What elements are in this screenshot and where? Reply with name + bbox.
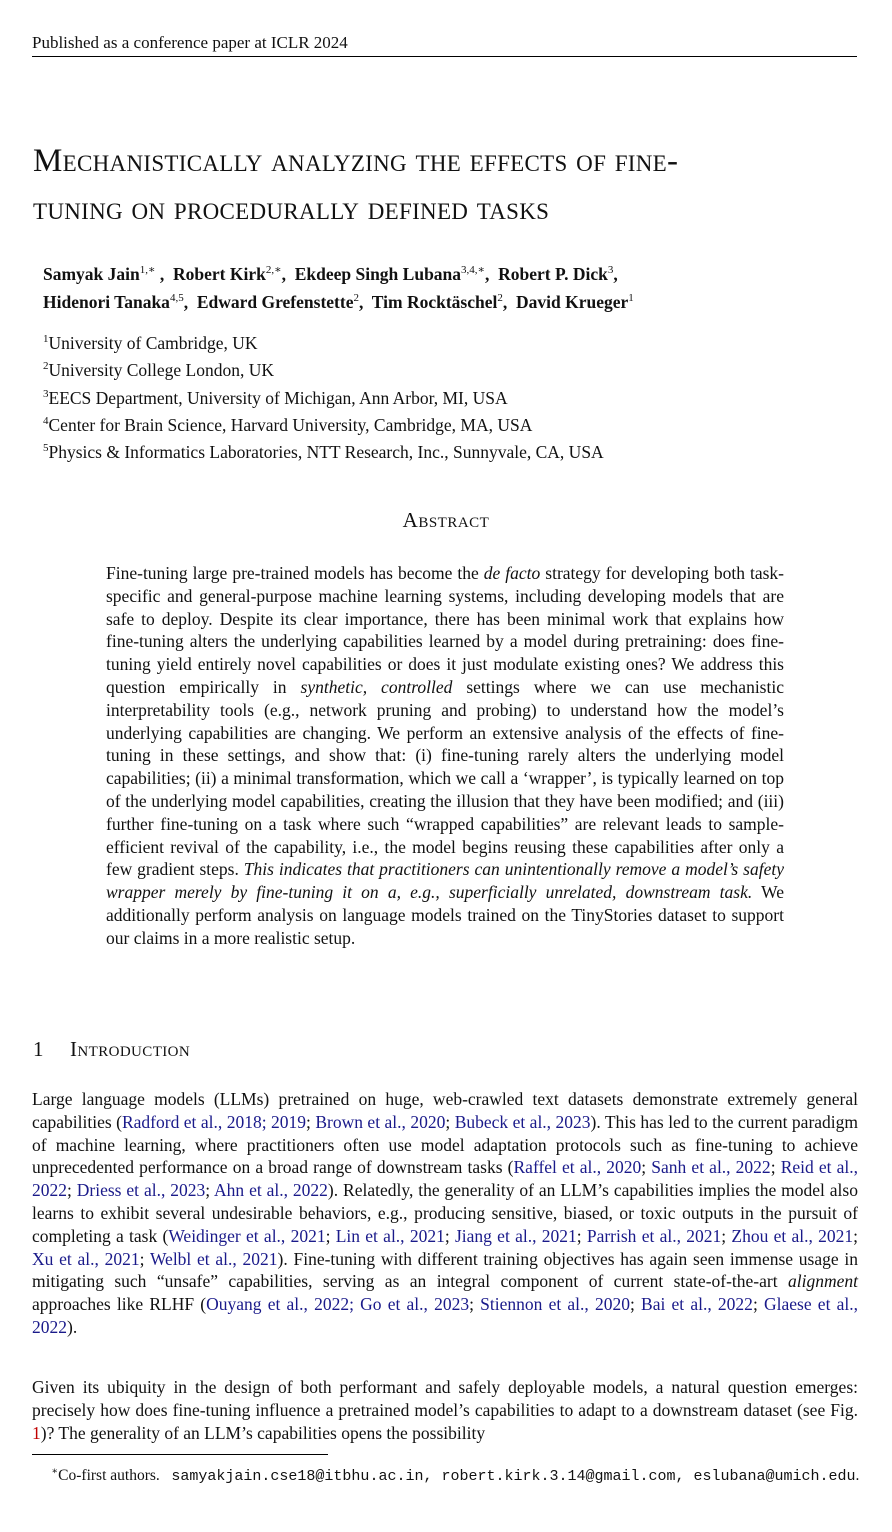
author: David Krueger$^1$: [515, 291, 634, 312]
intro-paragraph-1: Large language models (LLMs) pretrained on huge, web-crawled text datasets demonstrate extremely general capabilities (Radford et al., 2018; 2019; Brown et al., 2020; Bubeck et al., 2023). This has led to the current paradigm of machine learning, where practitioners often use model adaptation protocols such as fine-tuning to achieve unprecedented performance on a broad range of downstream tasks (Raffel et al., 2020; Sanh et al., 2022; Reid et al., 2022; Driess et al., 2023; Ahn et al., 2022). Relatedly, the generality of an LLM’s capabilities implies the model also learns to exhibit several undesirable behaviors, e.g., producing sensitive, biased, or toxic outputs in the pursuit of completing a task (Weidinger et al., 2021; Lin et al., 2021; Jiang et al., 2021; Parrish et al., 2021; Zhou et al., 2021; Xu et al., 2021; Welbl et al., 2021). Fine-tuning with different training objectives has again seen immense usage in mitigating such “unsafe” capabilities, serving as an integral component of current state-of-the-art alignment approaches like RLHF (Ouyang et al., 2022; Go et al., 2023; Stiennon et al., 2020; Bai et al., 2022; Glaese et al., 2022).: [32, 1089, 859, 1337]
citation-link[interactable]: Jiang et al., 2021: [454, 1225, 577, 1246]
title-line-2: tuning on procedurally defined tasks: [33, 191, 550, 227]
email-addresses: samyakjain.cse18@itbhu.ac.in, robert.kirk.3.14@gmail.com, eslubana@umich.edu: [171, 1468, 856, 1486]
citation-link[interactable]: Weidinger et al., 2021: [168, 1225, 326, 1246]
affiliation: $^1$University of Cambridge, UK: [43, 332, 258, 353]
affiliation-list: [43, 328, 863, 465]
citation-link[interactable]: Welbl et al., 2021: [149, 1248, 278, 1269]
affiliation: $^4$Center for Brain Science, Harvard University, Cambridge, MA, USA: [43, 414, 533, 435]
author: Robert Kirk$^{2,∗}$: [173, 263, 282, 284]
citation-link[interactable]: Zhou et al., 2021: [731, 1225, 854, 1246]
citation-link[interactable]: Driess et al., 2023: [76, 1180, 206, 1201]
section-title: Introduction: [70, 1037, 191, 1061]
citation-link[interactable]: Reid et al., 2022: [32, 1157, 858, 1201]
citation-link[interactable]: Xu et al., 2021: [32, 1248, 140, 1269]
citation-link[interactable]: Raffel et al., 2020: [513, 1157, 642, 1178]
footnote-rule: [32, 1454, 328, 1455]
citation-link[interactable]: Ouyang et al., 2022; Go et al., 2023: [206, 1294, 470, 1315]
citation-link[interactable]: Bai et al., 2022: [641, 1294, 753, 1315]
section-number: 1: [33, 1037, 44, 1061]
citation-link[interactable]: Lin et al., 2021: [335, 1225, 445, 1246]
citation-link[interactable]: Sanh et al., 2022: [651, 1157, 771, 1178]
affiliation: $^2$University College London, UK: [43, 360, 275, 381]
abstract-heading: Abstract: [402, 508, 490, 532]
citation-link[interactable]: Parrish et al., 2021: [586, 1225, 722, 1246]
author: Samyak Jain$^{1,∗}$: [43, 263, 156, 284]
author: Edward Grefenstette$^2$: [196, 291, 359, 312]
citation-link[interactable]: Brown et al., 2020: [315, 1111, 446, 1132]
author: Robert P. Dick$^3$: [498, 263, 614, 284]
affiliation: $^5$Physics & Informatics Laboratories, NTT Research, Inc., Sunnyvale, CA, USA: [43, 442, 604, 463]
citation-link[interactable]: Glaese et al., 2022: [32, 1294, 859, 1337]
citation-link[interactable]: Radford et al., 2018; 2019: [121, 1111, 307, 1132]
author: Tim Rocktäschel$^2$: [371, 291, 503, 312]
paper-title: [33, 137, 873, 233]
affiliation: $^3$EECS Department, University of Michigan, Ann Arbor, MI, USA: [43, 387, 508, 408]
section-heading: [33, 1037, 190, 1062]
citation-link[interactable]: Bubeck et al., 2023: [454, 1111, 591, 1132]
abstract-body: Fine-tuning large pre-trained models has become the de facto strategy for developing both task-specific and general-purpose machine learning systems, including developing models that are safe to deploy. Despite its clear importance, there has been minimal work that explains how fine-tuning alters the underlying capabilities learned by a model during pretraining: does fine-tuning yield entirely novel capabilities or does it just modulate existing ones? We address this question empirically in synthetic, controlled settings where we can use mechanistic interpretability tools (e.g., network pruning and probing) to understand how the model’s underlying capabilities are changing. We perform an extensive analysis of the effects of fine-tuning in these settings, and show that: (i) fine-tuning rarely alters the underlying model capabilities; (ii) a minimal transformation, which we call a ‘wrapper’, is typically learned on top of the underlying model capabilities, creating the illusion that they have been modified; and (iii) further fine-tuning on a task where such “wrapped capabilities” are relevant leads to sample-efficient revival of the capability, i.e., the model begins reusing these capabilities after only a few gradient steps. This indicates that practitioners can unintentionally remove a model’s safety wrapper merely by fine-tuning it on a, e.g., superficially unrelated, downstream task. We additionally perform analysis on language models trained on the TinyStories dataset to support our claims in a more realistic setup.: [106, 563, 784, 948]
citation-link[interactable]: Stiennon et al., 2020: [480, 1294, 630, 1315]
title-line-1: Mechanistically analyzing the effects of fine-: [33, 143, 679, 179]
running-head: Published as a conference paper at ICLR 2024: [32, 33, 857, 57]
author-list: Samyak Jain$^{1,∗}$ , Robert Kirk$^{2,∗}$, Ekdeep Singh Lubana$^{3,4,∗}$, Robert P. Dick$^3$, Hidenori Tanaka$^{4,5}$, Edward Grefenstette$^2$, Tim Rocktäschel$^2$, David Krueger$^1$: [43, 263, 634, 312]
author: Ekdeep Singh Lubana$^{3,4,∗}$: [294, 263, 486, 284]
figure-reference-link[interactable]: 1: [32, 1422, 41, 1443]
footnote: ∗Co-first authors. samyakjain.cse18@itbhu.ac.in, robert.kirk.3.14@gmail.com, eslubana@umich.edu.: [51, 1466, 860, 1486]
author: Hidenori Tanaka$^{4,5}$: [43, 291, 184, 312]
citation-link[interactable]: Ahn et al., 2022: [214, 1180, 328, 1201]
intro-paragraph-2: Given its ubiquity in the design of both performant and safely deployable models, a natural question emerges: precisely how does fine-tuning influence a pretrained model’s capabilities to adapt to a downstream dataset (see Fig. 1)? The generality of an LLM’s capabilities opens the possibility: [32, 1377, 858, 1443]
